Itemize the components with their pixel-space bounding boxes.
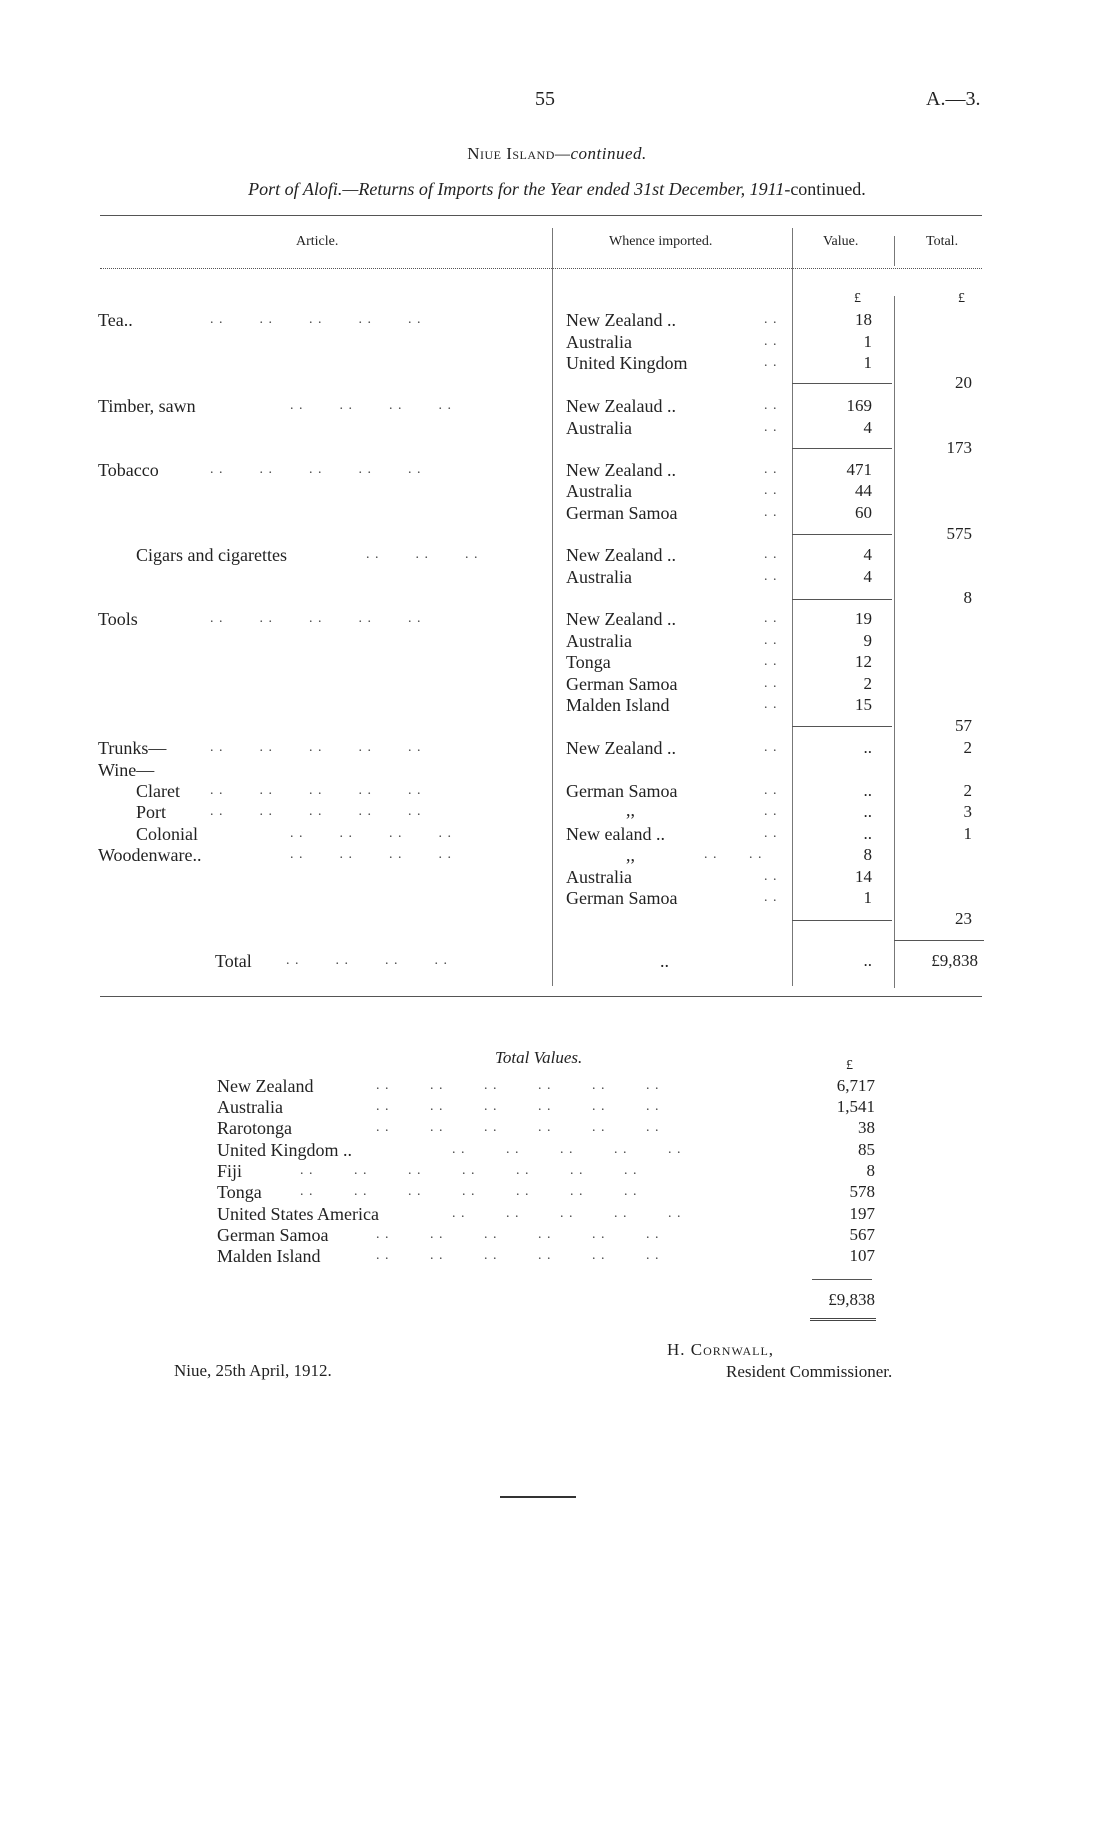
subtotal-rule bbox=[792, 534, 892, 535]
tv-value: 6,717 bbox=[836, 1076, 875, 1095]
subtotal-rule bbox=[792, 599, 892, 600]
tv-country: Fiji bbox=[217, 1161, 243, 1181]
leader-dots: . . . . . . . . . . . . bbox=[376, 1120, 660, 1135]
heading-continued: —continued. bbox=[554, 144, 647, 163]
value-tobacco-3: 60 bbox=[855, 503, 872, 522]
value-tobacco-1: 471 bbox=[846, 460, 872, 479]
tv-value: 8 bbox=[866, 1161, 875, 1180]
leader-dots: . . bbox=[764, 483, 778, 498]
table-top-rule bbox=[100, 215, 982, 216]
value-woodenware-1: 8 bbox=[863, 845, 872, 864]
table-subtitle bbox=[0, 179, 1114, 200]
tv-value: 38 bbox=[858, 1118, 875, 1137]
value-claret: .. bbox=[863, 781, 872, 800]
total-cigars: 8 bbox=[963, 588, 972, 607]
value-tools-3: 12 bbox=[855, 652, 872, 671]
total-tobacco: 575 bbox=[946, 524, 972, 543]
article-woodenware: Woodenware.. bbox=[98, 845, 202, 865]
leader-dots: . . . . . . . . . . bbox=[452, 1206, 682, 1221]
source-woodenware-2: Australia bbox=[566, 867, 632, 887]
total-claret: 2 bbox=[963, 781, 972, 800]
total-trunks: 2 bbox=[963, 738, 972, 757]
leader-dots: . . bbox=[764, 633, 778, 648]
article-tools: Tools bbox=[98, 609, 138, 629]
value-port: .. bbox=[863, 802, 872, 821]
header-total: Total. bbox=[926, 234, 959, 249]
header-whence: Whence imported. bbox=[609, 234, 713, 249]
value-total: .. bbox=[863, 951, 872, 970]
header-article: Article. bbox=[296, 234, 339, 249]
source-tobacco-3: German Samoa bbox=[566, 503, 678, 523]
place-date: Niue, 25th April, 1912. bbox=[174, 1361, 332, 1380]
leader-dots: . . . . . . . . bbox=[290, 826, 452, 841]
tv-country: New Zealand bbox=[217, 1076, 314, 1096]
header-value: Value. bbox=[823, 234, 859, 249]
leader-dots: . . bbox=[764, 312, 778, 327]
value-tools-2: 9 bbox=[863, 631, 872, 650]
total-timber: 173 bbox=[946, 438, 972, 457]
value-timber-2: 4 bbox=[863, 418, 872, 437]
leader-dots: . . bbox=[764, 890, 778, 905]
leader-dots: . . . . . . . . . . . . bbox=[376, 1099, 660, 1114]
section-heading bbox=[0, 144, 1114, 164]
source-claret: German Samoa bbox=[566, 781, 678, 801]
value-cigars-2: 4 bbox=[863, 567, 872, 586]
total-colonial: 1 bbox=[963, 824, 972, 843]
article-claret: Claret bbox=[136, 781, 180, 801]
tv-value: 197 bbox=[849, 1204, 875, 1223]
subtotal-rule bbox=[792, 383, 892, 384]
total-values-rule bbox=[812, 1279, 872, 1280]
source-tools-4: German Samoa bbox=[566, 674, 678, 694]
source-tobacco-1: New Zealand .. bbox=[566, 460, 676, 480]
value-tea-3: 1 bbox=[863, 353, 872, 372]
source-trunks: New Zealand .. bbox=[566, 738, 676, 758]
source-tools-1: New Zealand .. bbox=[566, 609, 676, 629]
article-tea: Tea.. bbox=[98, 310, 133, 330]
article-tobacco: Tobacco bbox=[98, 460, 159, 480]
source-woodenware-1: ,, bbox=[626, 845, 635, 865]
total-values-grand: £9,838 bbox=[828, 1290, 875, 1309]
tv-value: 567 bbox=[849, 1225, 875, 1244]
total-values-title: Total Values. bbox=[495, 1048, 583, 1067]
leader-dots: . . . . . . . . . . bbox=[210, 462, 422, 477]
signatory-title: Resident Commissioner. bbox=[726, 1362, 893, 1381]
leader-dots: . . . . bbox=[704, 847, 763, 862]
leader-dots: . . bbox=[764, 334, 778, 349]
total-currency: £ bbox=[958, 291, 965, 306]
total-tools: 57 bbox=[955, 716, 972, 735]
tv-value: 578 bbox=[849, 1182, 875, 1201]
source-tools-5: Malden Island bbox=[566, 695, 670, 715]
leader-dots: . . bbox=[764, 398, 778, 413]
tv-country: United Kingdom .. bbox=[217, 1140, 352, 1160]
total-port: 3 bbox=[963, 802, 972, 821]
value-tea-1: 18 bbox=[855, 310, 872, 329]
column-divider-value bbox=[792, 228, 793, 986]
leader-dots: . . . . . . . . . . bbox=[210, 312, 422, 327]
source-tools-3: Tonga bbox=[566, 652, 611, 672]
tv-country: Rarotonga bbox=[217, 1118, 292, 1138]
source-tea-3: United Kingdom bbox=[566, 353, 688, 373]
leader-dots: . . . . . . . . . . bbox=[210, 783, 422, 798]
source-cigars-1: New Zealand .. bbox=[566, 545, 676, 565]
leader-dots: . . . . . . . . bbox=[290, 398, 452, 413]
value-tools-4: 2 bbox=[863, 674, 872, 693]
subtitle-tail: -continued. bbox=[784, 179, 866, 199]
subtotal-rule bbox=[792, 726, 892, 727]
source-tea-1: New Zealand .. bbox=[566, 310, 676, 330]
leader-dots: . . . . . . . . bbox=[286, 953, 448, 968]
article-timber: Timber, sawn bbox=[98, 396, 196, 416]
value-trunks: .. bbox=[863, 738, 872, 757]
leader-dots: . . bbox=[764, 654, 778, 669]
end-rule bbox=[500, 1496, 576, 1498]
value-timber-1: 169 bbox=[846, 396, 872, 415]
source-tools-2: Australia bbox=[566, 631, 632, 651]
leader-dots: . . bbox=[764, 420, 778, 435]
leader-dots: . . bbox=[764, 462, 778, 477]
leader-dots: . . . . . . . . . . bbox=[210, 611, 422, 626]
tv-value: 85 bbox=[858, 1140, 875, 1159]
leader-dots: . . bbox=[764, 783, 778, 798]
page-number: 55 bbox=[535, 88, 555, 110]
value-colonial: .. bbox=[863, 824, 872, 843]
tv-country: Malden Island bbox=[217, 1246, 321, 1266]
article-wine: Wine— bbox=[98, 760, 155, 780]
subtotal-rule bbox=[792, 448, 892, 449]
total-tea: 20 bbox=[955, 373, 972, 392]
leader-dots: . . bbox=[764, 611, 778, 626]
source-port: ,, bbox=[626, 800, 635, 820]
value-tools-1: 19 bbox=[855, 609, 872, 628]
leader-dots: . . . . . . bbox=[366, 547, 479, 562]
signatory-name: H. Cornwall, bbox=[667, 1340, 775, 1359]
leader-dots: . . . . . . . . . . bbox=[210, 804, 422, 819]
article-colonial: Colonial bbox=[136, 824, 198, 844]
tv-country: Tonga bbox=[217, 1182, 262, 1202]
leader-dots: . . bbox=[764, 804, 778, 819]
value-cigars-1: 4 bbox=[863, 545, 872, 564]
value-currency: £ bbox=[854, 291, 861, 306]
article-trunks: Trunks— bbox=[98, 738, 167, 758]
subtitle-italic: Port of Alofi.—Returns of Imports for the Year ended 31st December, 1911 bbox=[248, 179, 785, 199]
leader-dots: . . . . . . . . . . . . . . bbox=[300, 1184, 638, 1199]
total-values-currency: £ bbox=[846, 1058, 853, 1073]
value-tools-5: 15 bbox=[855, 695, 872, 714]
total-whence: .. bbox=[660, 951, 669, 971]
source-timber-2: Australia bbox=[566, 418, 632, 438]
value-tea-2: 1 bbox=[863, 332, 872, 351]
grand-total: £9,838 bbox=[931, 951, 978, 970]
source-tobacco-2: Australia bbox=[566, 481, 632, 501]
leader-dots: . . bbox=[764, 505, 778, 520]
column-divider-whence bbox=[552, 228, 553, 986]
table-bottom-rule bbox=[100, 996, 982, 997]
tv-country: German Samoa bbox=[217, 1225, 329, 1245]
source-colonial: New ealand .. bbox=[566, 824, 665, 844]
leader-dots: . . . . . . . . bbox=[290, 847, 452, 862]
subtotal-rule bbox=[792, 920, 892, 921]
header-bottom-rule bbox=[100, 268, 982, 269]
column-divider-total bbox=[894, 296, 895, 988]
source-woodenware-3: German Samoa bbox=[566, 888, 678, 908]
leader-dots: . . bbox=[764, 869, 778, 884]
source-cigars-2: Australia bbox=[566, 567, 632, 587]
leader-dots: . . . . . . . . . . bbox=[452, 1142, 682, 1157]
tv-country: United States America bbox=[217, 1204, 379, 1224]
value-woodenware-2: 14 bbox=[855, 867, 872, 886]
leader-dots: . . bbox=[764, 740, 778, 755]
leader-dots: . . . . . . . . . . . . bbox=[376, 1078, 660, 1093]
tv-value: 107 bbox=[849, 1246, 875, 1265]
tv-value: 1,541 bbox=[836, 1097, 875, 1116]
value-tobacco-2: 44 bbox=[855, 481, 872, 500]
leader-dots: . . bbox=[764, 697, 778, 712]
grand-total-rule bbox=[894, 940, 984, 941]
article-port: Port bbox=[136, 802, 167, 822]
heading-main: Niue Island bbox=[467, 144, 555, 163]
value-woodenware-3: 1 bbox=[863, 888, 872, 907]
leader-dots: . . . . . . . . . . bbox=[210, 740, 422, 755]
leader-dots: . . . . . . . . . . . . bbox=[376, 1248, 660, 1263]
total-woodenware: 23 bbox=[955, 909, 972, 928]
leader-dots: . . bbox=[764, 676, 778, 691]
document-reference: A.—3. bbox=[926, 88, 981, 110]
source-tea-2: Australia bbox=[566, 332, 632, 352]
leader-dots: . . bbox=[764, 355, 778, 370]
source-timber-1: New Zealaud .. bbox=[566, 396, 676, 416]
leader-dots: . . bbox=[764, 547, 778, 562]
double-rule bbox=[810, 1318, 876, 1324]
article-cigars: Cigars and cigarettes bbox=[136, 545, 287, 565]
leader-dots: . . . . . . . . . . . . bbox=[376, 1227, 660, 1242]
column-divider-total-head bbox=[894, 236, 895, 266]
leader-dots: . . . . . . . . . . . . . . bbox=[300, 1163, 638, 1178]
total-label: Total bbox=[215, 951, 252, 971]
leader-dots: . . bbox=[764, 569, 778, 584]
tv-country: Australia bbox=[217, 1097, 283, 1117]
leader-dots: . . bbox=[764, 826, 778, 841]
